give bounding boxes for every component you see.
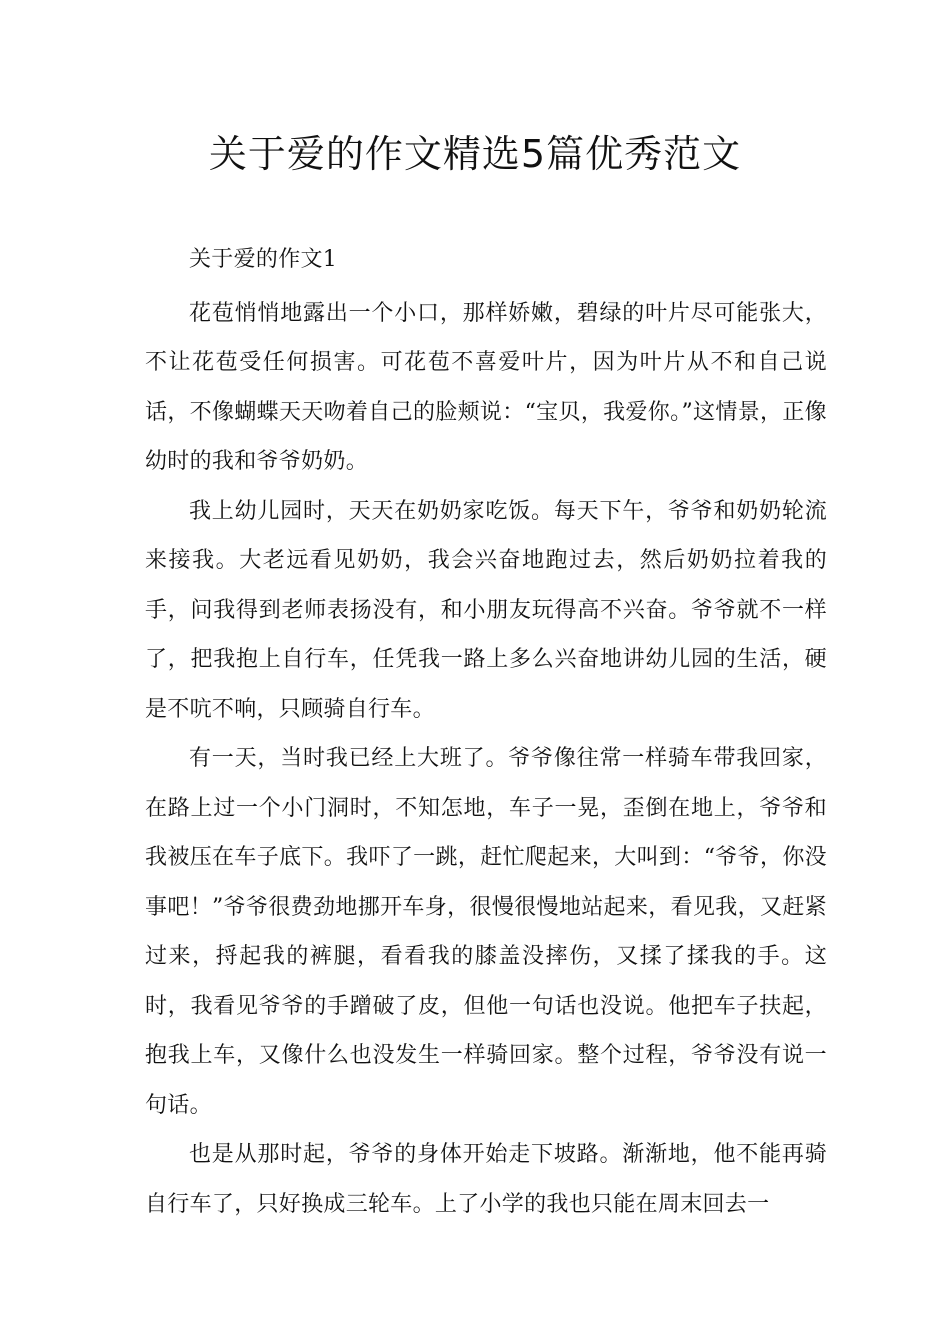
paragraph-3: 有一天，当时我已经上大班了。爷爷像往常一样骑车带我回家，在路上过一个小门洞时，不知怎地，车子一晃，歪倒在地上，爷爷和我被压在车子底下。我吓了一跳，赶忙爬起来，大叫到：“爷爷，你没事吧！”爷爷很费劲地挪开车身，很慢很慢地站起来，看见我，又赶紧过来，捋起我的裤腿，看看我的膝盖没摔伤，又揉了揉我的手。这时，我看见爷爷的手蹭破了皮，但他一句话也没说。他把车子扶起，抱我上车，又像什么也没发生一样骑回家。整个过程，爷爷没有说一句话。 xyxy=(145,746,827,1118)
paragraph-4: 也是从那时起，爷爷的身体开始走下坡路。渐渐地，他不能再骑自行车了，只好换成三轮车。上了小学的我也只能在周末回去一 xyxy=(145,1142,827,1217)
document-body xyxy=(145,235,827,1229)
section-heading: 关于爱的作文1 xyxy=(189,247,338,272)
paragraph-1: 花苞悄悄地露出一个小口，那样娇嫩，碧绿的叶片尽可能张大，不让花苞受任何损害。可花苞不喜爱叶片，因为叶片从不和自己说话，不像蝴蝶天天吻着自己的脸颊说：“宝贝，我爱你。”这情景，正像幼时的我和爷爷奶奶。 xyxy=(145,300,827,474)
document-title: 关于爱的作文精选5篇优秀范文 xyxy=(208,132,742,176)
paragraph-2: 我上幼儿园时，天天在奶奶家吃饭。每天下午，爷爷和奶奶轮流来接我。大老远看见奶奶，我会兴奋地跑过去，然后奶奶拉着我的手，问我得到老师表扬没有，和小朋友玩得高不兴奋。爷爷就不一样了，把我抱上自行车，任凭我一路上多么兴奋地讲幼儿园的生活，硬是不吭不响，只顾骑自行车。 xyxy=(145,498,827,722)
